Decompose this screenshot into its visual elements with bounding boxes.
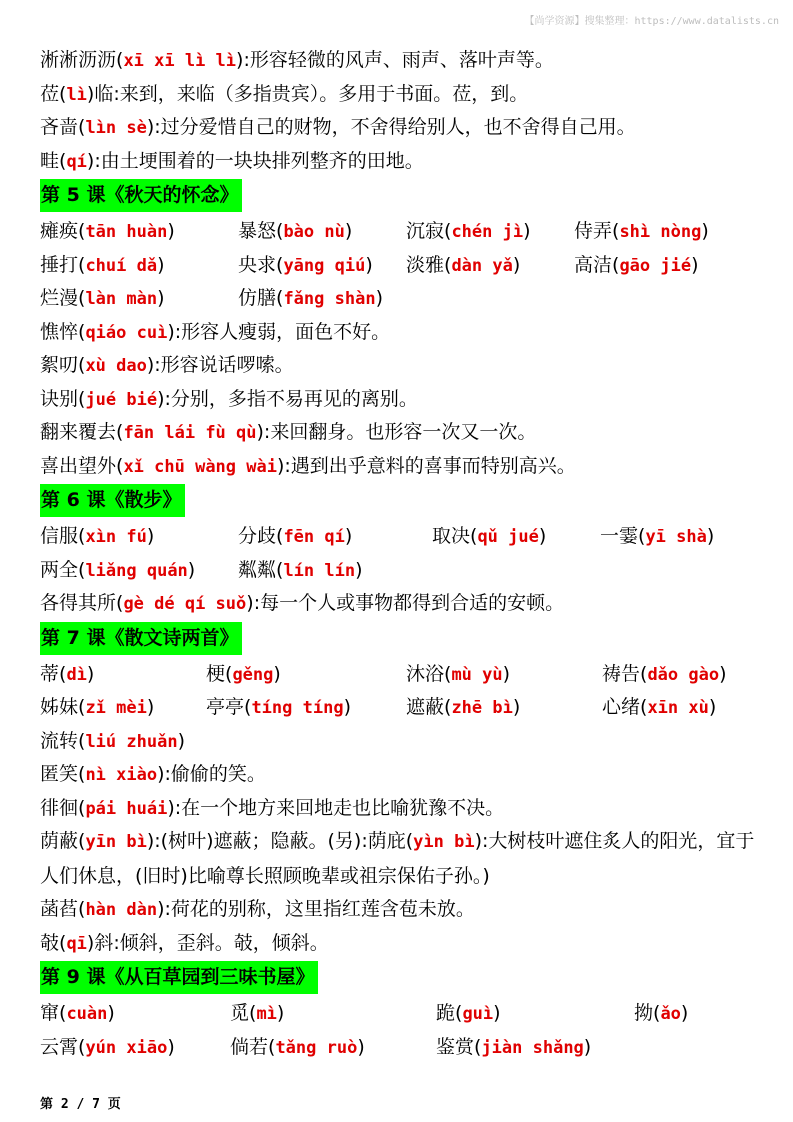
vocab-item: 蒂(dì) xyxy=(40,662,95,685)
word: 央求 xyxy=(238,253,277,276)
word: 暴怒 xyxy=(238,220,277,242)
pinyin: jiàn shǎng xyxy=(481,1037,584,1058)
vocab-item: 高洁(gāo jié) xyxy=(574,253,699,276)
pinyin: chén jì xyxy=(451,222,524,242)
vocab-item: 拗(ǎo) xyxy=(634,1002,689,1024)
vocab-row xyxy=(40,997,760,1031)
pinyin: lì xyxy=(66,84,87,105)
word: 高洁 xyxy=(574,253,613,276)
pinyin: qǔ jué xyxy=(477,527,539,547)
definition-line: 翻来覆去(fān lái fù qù):来回翻身。也形容一次又一次。 xyxy=(40,421,537,443)
vocab-item: 流转(liú zhuǎn) xyxy=(40,729,185,752)
definition-line: 诀别(jué bié):分别，多指不易再见的离别。 xyxy=(40,387,418,410)
word: 捶打 xyxy=(40,253,79,276)
vocab-row xyxy=(40,1031,760,1065)
word: 淡雅 xyxy=(406,253,445,276)
definition: :由土埂围着的一块块排列整齐的田地。 xyxy=(94,149,424,172)
word: 信服 xyxy=(40,525,79,547)
definition: :来回翻身。也形容一次又一次。 xyxy=(263,421,537,443)
word: 菡萏 xyxy=(40,898,79,920)
pinyin: tǎng ruò xyxy=(275,1037,358,1058)
lesson-9-heading-line xyxy=(40,961,760,997)
word: 亭亭 xyxy=(206,696,245,718)
vocab-item: 淡雅(dàn yǎ) xyxy=(406,253,521,276)
vocab-item: 信服(xìn fú) xyxy=(40,525,155,547)
word: 粼粼 xyxy=(238,558,277,581)
pinyin: liú zhuǎn xyxy=(85,731,178,752)
pinyin: yāng qiú xyxy=(283,255,366,276)
word: 倘若 xyxy=(230,1035,269,1058)
lesson-5-heading: 第 5 课《秋天的怀念》 xyxy=(40,179,242,212)
word: 各得其所 xyxy=(40,592,117,614)
definition-line: 畦(qí):由土埂围着的一块块排列整齐的田地。 xyxy=(40,149,424,172)
word: 蒂 xyxy=(40,662,60,685)
word: 鉴赏 xyxy=(436,1035,475,1058)
pinyin: gěng xyxy=(232,664,274,685)
definition: :在一个地方来回地走也比喻犹豫不决。 xyxy=(174,796,505,819)
vocab-item: 觅(mì) xyxy=(230,1002,285,1024)
vocab-row xyxy=(40,215,760,249)
pinyin: xī xī lì lì xyxy=(123,51,237,71)
word: 攲 xyxy=(40,931,60,954)
word: 沉寂 xyxy=(406,220,445,242)
document-body xyxy=(40,44,760,1064)
word: 遮蔽 xyxy=(406,696,445,718)
vocab-item: 沉寂(chén jì) xyxy=(406,220,531,242)
vocab-row xyxy=(40,520,760,554)
word: 徘徊 xyxy=(40,796,79,819)
pinyin: tíng tíng xyxy=(251,698,344,718)
word: 喜出望外 xyxy=(40,454,117,477)
word: 荫蔽 xyxy=(40,830,79,852)
word: 跪 xyxy=(436,1002,456,1024)
pinyin: xù dao xyxy=(85,356,147,376)
word: 一霎 xyxy=(600,525,639,547)
word: 憔悴 xyxy=(40,320,79,343)
vocab-item: 鉴赏(jiàn shǎng) xyxy=(436,1035,592,1058)
word: 畦 xyxy=(40,149,60,172)
pinyin: dàn yǎ xyxy=(451,255,513,276)
pinyin: guì xyxy=(462,1004,494,1024)
word: 莅 xyxy=(40,82,60,105)
vocab-item: 沐浴(mù yù) xyxy=(406,662,511,685)
vocab-item: 祷告(dǎo gào) xyxy=(602,662,727,685)
word: 姊妹 xyxy=(40,696,79,718)
word: 瘫痪 xyxy=(40,220,79,242)
vocab-item: 窜(cuàn) xyxy=(40,1002,115,1024)
pinyin: shì nòng xyxy=(619,222,702,242)
word: 梗 xyxy=(206,662,226,685)
pinyin: xīn xù xyxy=(647,698,709,718)
vocab-item: 两全(liǎng quán) xyxy=(40,558,196,581)
pinyin: làn màn xyxy=(85,289,158,309)
word: 两全 xyxy=(40,558,79,581)
lesson-7-heading: 第 7 课《散文诗两首》 xyxy=(40,622,242,655)
word: 淅淅沥沥 xyxy=(40,49,117,71)
word: 窜 xyxy=(40,1002,60,1024)
definition-line: 各得其所(gè dé qí suǒ):每一个人或事物都得到合适的安顿。 xyxy=(40,592,565,614)
pinyin: lín lín xyxy=(283,560,356,581)
definition-line: 憔悴(qiáo cuì):形容人瘦弱，面色不好。 xyxy=(40,320,391,343)
vocab-item: 一霎(yī shà) xyxy=(600,525,715,547)
pinyin: jué bié xyxy=(85,389,158,410)
pinyin: qī xyxy=(66,933,87,954)
lesson-6-heading: 第 6 课《散步》 xyxy=(40,484,185,517)
page-footer: 第 2 / 7 页 xyxy=(40,1097,121,1112)
definition-line: 莅(lì)临:来到，来临（多指贵宾）。多用于书面。莅，到。 xyxy=(40,82,529,105)
vocab-item: 心绪(xīn xù) xyxy=(602,696,717,718)
pinyin: xǐ chū wàng wài xyxy=(123,456,277,477)
watermark: 【尚学资源】搜集整理：https://www.datalists.cn xyxy=(524,16,779,27)
pinyin: fēn qí xyxy=(283,527,345,547)
definition-line: 絮叨(xù dao):形容说话啰嗦。 xyxy=(40,354,294,376)
definition: :过分爱惜自己的财物，不舍得给别人，也不舍得自己用。 xyxy=(154,116,636,138)
word: 仿膳 xyxy=(238,287,277,309)
pinyin: chuí dǎ xyxy=(85,255,158,276)
vocab-row xyxy=(40,658,760,692)
definition-line-yinbi: 荫蔽(yīn bì):(树叶)遮蔽；隐蔽。(另):荫庇(yìn bì):大树枝叶遮住炙人的阳光，宜于人们休息，(旧时)比喻尊长照顾晚辈或祖宗保佑子孙。) xyxy=(40,830,755,887)
definition: :每一个人或事物都得到合适的安顿。 xyxy=(253,592,565,614)
word: 云霄 xyxy=(40,1035,79,1058)
vocab-item: 烂漫(làn màn) xyxy=(40,287,165,309)
pinyin: hàn dàn xyxy=(85,900,158,920)
pinyin: fān lái fù qù xyxy=(123,423,257,443)
definition-line: 淅淅沥沥(xī xī lì lì):形容轻微的风声、雨声、落叶声等。 xyxy=(40,49,554,71)
pinyin: qí xyxy=(66,151,87,172)
vocab-item: 跪(guì) xyxy=(436,1002,501,1024)
lesson-7-heading-line xyxy=(40,622,760,658)
vocab-item: 姊妹(zǐ mèi) xyxy=(40,696,155,718)
word: 祷告 xyxy=(602,662,641,685)
definition: :(树叶)遮蔽；隐蔽。(另):荫庇 xyxy=(154,830,406,852)
definition-line: 攲(qī)斜:倾斜，歪斜。攲，倾斜。 xyxy=(40,931,329,954)
vocab-item: 倘若(tǎng ruò) xyxy=(230,1035,365,1058)
vocab-item: 瘫痪(tān huàn) xyxy=(40,220,175,242)
definition-line: 喜出望外(xǐ chū wàng wài):遇到出乎意料的喜事而特别高兴。 xyxy=(40,454,576,477)
vocab-item: 暴怒(bào nù) xyxy=(238,220,353,242)
word: 心绪 xyxy=(602,696,641,718)
vocab-row xyxy=(40,691,760,725)
pinyin: gāo jié xyxy=(619,255,692,276)
word: 吝啬 xyxy=(40,116,79,138)
pinyin: pái huái xyxy=(85,798,168,819)
lesson-6-heading-line xyxy=(40,484,760,520)
vocab-row xyxy=(40,554,760,588)
pinyin: bào nù xyxy=(283,222,345,242)
vocab-item: 遮蔽(zhē bì) xyxy=(406,696,521,718)
pinyin: dì xyxy=(66,664,87,685)
vocab-row xyxy=(40,725,760,759)
lesson-9-heading: 第 9 课《从百草园到三味书屋》 xyxy=(40,961,318,994)
pinyin: yún xiāo xyxy=(85,1037,168,1058)
pinyin: lìn sè xyxy=(85,118,147,138)
definition: :荷花的别称，这里指红莲含苞未放。 xyxy=(164,898,475,920)
definition: :遇到出乎意料的喜事而特别高兴。 xyxy=(284,454,576,477)
definition: 临:来到，来临（多指贵宾）。多用于书面。莅，到。 xyxy=(94,82,529,105)
pinyin: mì xyxy=(256,1004,277,1024)
word: 拗 xyxy=(634,1002,654,1024)
word: 沐浴 xyxy=(406,662,445,685)
pinyin: xìn fú xyxy=(85,527,147,547)
definition: :大树枝叶遮住炙人的阳光，宜于人们休息，(旧时)比喻尊长照顾晚辈或祖宗保佑子孙。) xyxy=(40,830,755,887)
vocab-item: 仿膳(fǎng shàn) xyxy=(238,287,383,309)
vocab-row xyxy=(40,282,760,316)
definition-line: 菡萏(hàn dàn):荷花的别称，这里指红莲含苞未放。 xyxy=(40,898,475,920)
definition: :偷偷的笑。 xyxy=(164,763,266,785)
definition: :分别，多指不易再见的离别。 xyxy=(164,387,418,410)
word: 絮叨 xyxy=(40,354,79,376)
definition-line: 吝啬(lìn sè):过分爱惜自己的财物，不舍得给别人，也不舍得自己用。 xyxy=(40,116,636,138)
word: 流转 xyxy=(40,729,79,752)
word: 匿笑 xyxy=(40,763,79,785)
definition-line: 徘徊(pái huái):在一个地方来回地走也比喻犹豫不决。 xyxy=(40,796,505,819)
pinyin: yī shà xyxy=(645,527,707,547)
vocab-item: 分歧(fēn qí) xyxy=(238,525,353,547)
word: 觅 xyxy=(230,1002,250,1024)
pinyin: dǎo gào xyxy=(647,664,720,685)
vocab-item: 云霄(yún xiāo) xyxy=(40,1035,175,1058)
word: 分歧 xyxy=(238,525,277,547)
word: 取决 xyxy=(432,525,471,547)
word: 翻来覆去 xyxy=(40,421,117,443)
lesson-5-heading-line xyxy=(40,179,760,215)
pinyin: ǎo xyxy=(660,1004,681,1024)
definition-line: 匿笑(nì xiào):偷偷的笑。 xyxy=(40,763,266,785)
vocab-item: 捶打(chuí dǎ) xyxy=(40,253,165,276)
pinyin: nì xiào xyxy=(85,765,158,785)
pinyin: fǎng shàn xyxy=(283,289,376,309)
pinyin: zhē bì xyxy=(451,698,513,718)
pinyin: qiáo cuì xyxy=(85,322,168,343)
vocab-item: 央求(yāng qiú) xyxy=(238,253,373,276)
definition: :形容轻微的风声、雨声、落叶声等。 xyxy=(243,49,554,71)
pinyin: cuàn xyxy=(66,1004,108,1024)
vocab-item: 亭亭(tíng tíng) xyxy=(206,696,351,718)
vocab-item: 梗(gěng) xyxy=(206,662,281,685)
pinyin: tān huàn xyxy=(85,222,168,242)
definition: :形容说话啰嗦。 xyxy=(154,354,294,376)
vocab-item: 取决(qǔ jué) xyxy=(432,525,547,547)
vocab-item: 侍弄(shì nòng) xyxy=(574,220,709,242)
word: 侍弄 xyxy=(574,220,613,242)
pinyin: mù yù xyxy=(451,664,503,685)
definition: 斜:倾斜，歪斜。攲，倾斜。 xyxy=(94,931,329,954)
word: 诀别 xyxy=(40,387,79,410)
pinyin: zǐ mèi xyxy=(85,698,147,718)
definition: :形容人瘦弱，面色不好。 xyxy=(174,320,391,343)
pinyin: yìn bì xyxy=(413,832,475,852)
pinyin: liǎng quán xyxy=(85,560,188,581)
pinyin: yīn bì xyxy=(85,832,147,852)
pinyin: gè dé qí suǒ xyxy=(123,594,247,614)
vocab-item: 粼粼(lín lín) xyxy=(238,558,363,581)
vocab-row xyxy=(40,249,760,283)
word: 烂漫 xyxy=(40,287,79,309)
